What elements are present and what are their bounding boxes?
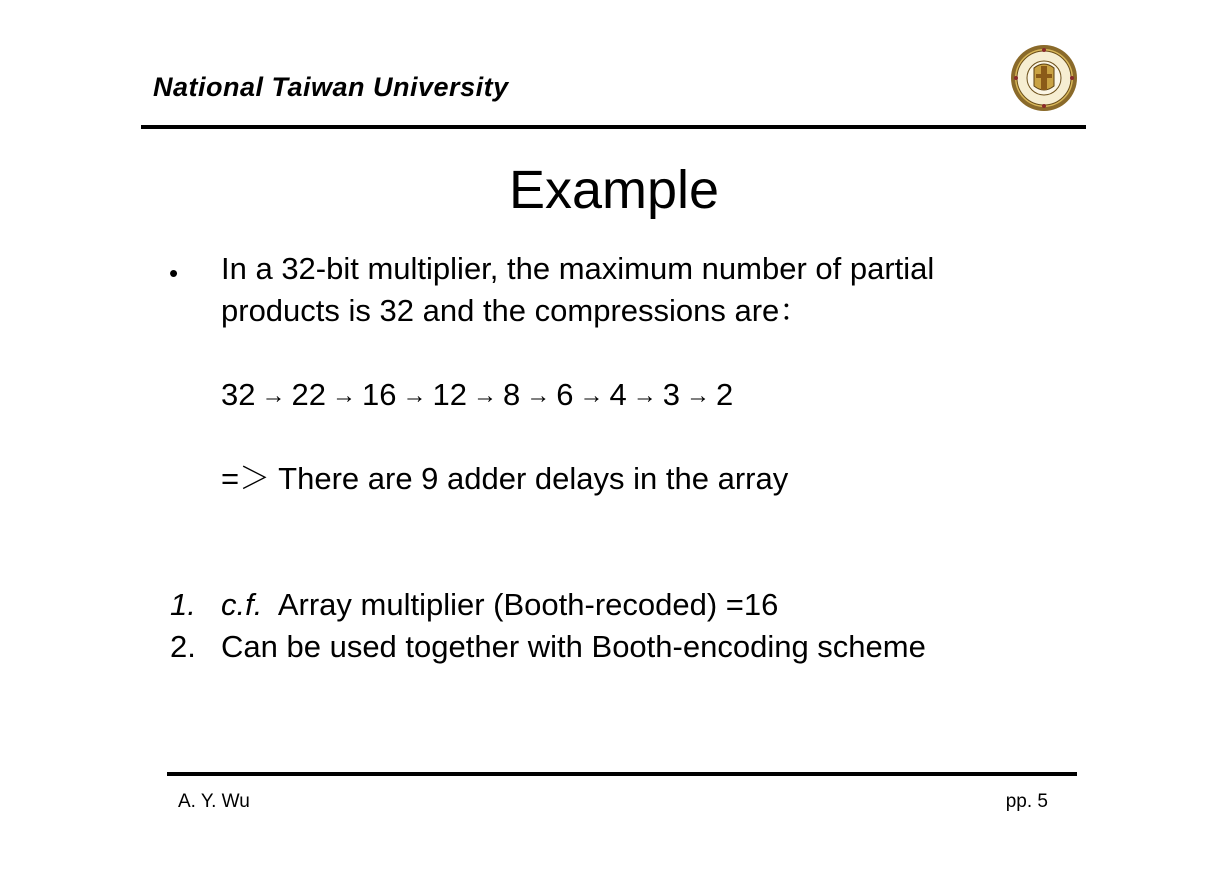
sequence-value: 32 [221, 377, 256, 412]
right-arrow-icon: → [632, 382, 657, 409]
right-arrow-icon: → [579, 382, 604, 409]
right-arrow-icon: → [685, 382, 710, 409]
sequence-value: 22 [291, 377, 326, 412]
university-seal-logo [1010, 44, 1078, 112]
footer-divider [167, 772, 1077, 776]
slide-title: Example [508, 160, 720, 220]
footer-author: A. Y. Wu [178, 791, 250, 812]
organization-name: National Taiwan University [153, 72, 509, 102]
header-divider [141, 125, 1086, 129]
bullet-text-line-1: In a 32-bit multiplier, the maximum number of partial [221, 251, 935, 286]
list-item-number: 2. [170, 629, 196, 664]
right-arrow-icon: → [261, 382, 286, 409]
right-arrow-icon: → [331, 382, 356, 409]
list-item-number: 1. [170, 587, 196, 622]
compression-sequence [221, 374, 733, 417]
list-item-text [221, 584, 778, 626]
sequence-value: 6 [556, 377, 574, 412]
conclusion-text: =＞ There are 9 adder delays in the array [221, 461, 789, 496]
right-arrow-icon: → [526, 382, 551, 409]
sequence-value: 4 [609, 377, 627, 412]
list-item-prefix: c.f. [221, 587, 263, 622]
sequence-value: 16 [361, 377, 397, 412]
list-item-body: Array multiplier (Booth-recoded) =16 [277, 587, 779, 622]
bullet-text-line-2: products is 32 and the compressions are： [221, 293, 811, 328]
sequence-value: 12 [432, 377, 467, 412]
sequence-value: 2 [715, 377, 734, 412]
page-number: pp. 5 [1005, 791, 1048, 812]
sequence-value: 3 [662, 377, 680, 412]
bullet-marker: • [169, 258, 179, 288]
sequence-value: 8 [502, 377, 521, 412]
list-item-text: Can be used together with Booth-encoding scheme [221, 629, 926, 664]
right-arrow-icon: → [402, 382, 427, 409]
right-arrow-icon: → [472, 382, 497, 409]
